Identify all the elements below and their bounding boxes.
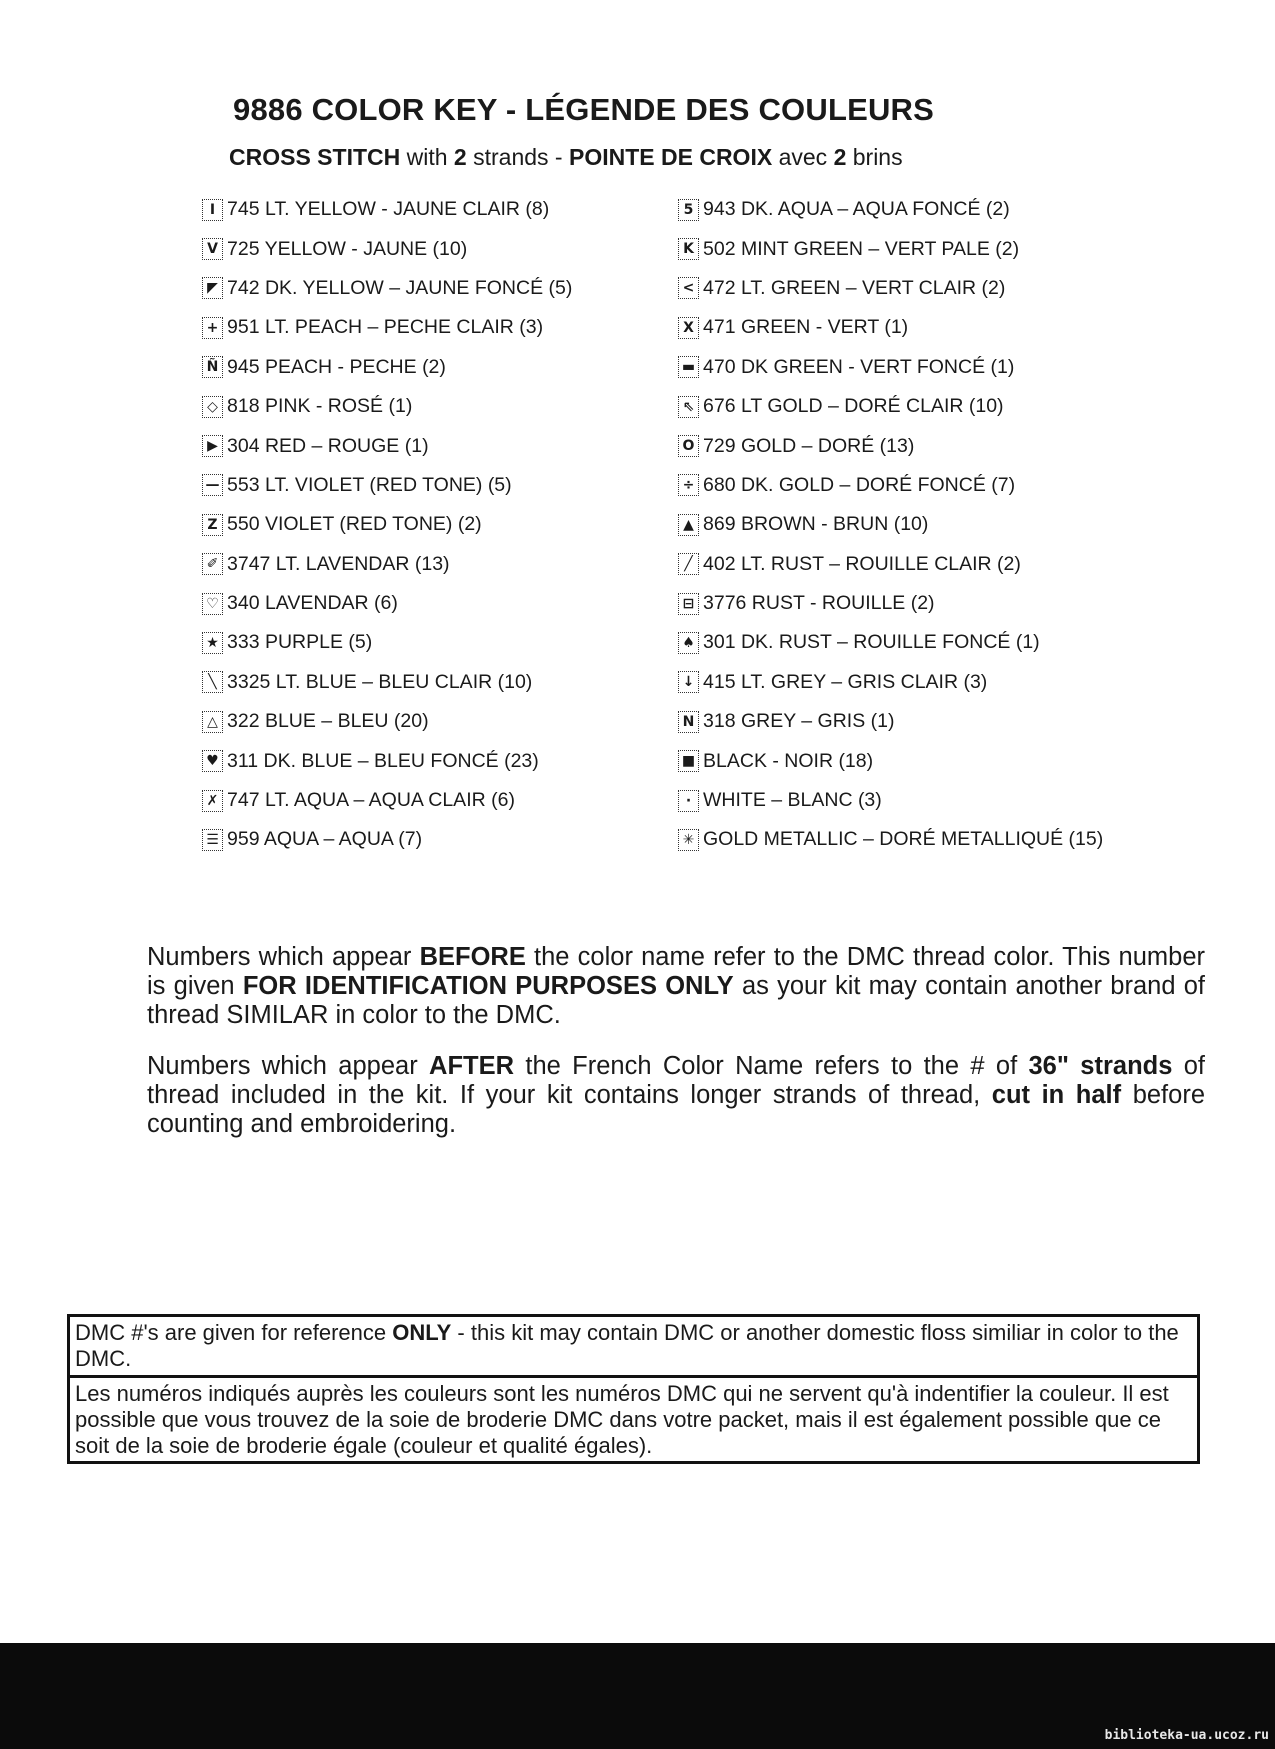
- color-key-item: [678, 781, 1103, 820]
- color-key-item: [202, 781, 572, 820]
- stitch-symbol-icon: ✗: [202, 790, 223, 812]
- page-title: 9886 COLOR KEY - LÉGENDE DES COULEURS: [233, 92, 935, 127]
- color-key-item: [678, 584, 1103, 623]
- color-key-label: 3325 LT. BLUE – BLEU CLAIR (10): [227, 670, 533, 693]
- color-key-label: 729 GOLD – DORÉ (13): [703, 434, 915, 457]
- color-key-item: [202, 623, 572, 662]
- notice-en-text-2: - this kit may contain DMC or another domestic floss similiar in color to the DMC.: [75, 1320, 1179, 1371]
- color-key-item: [678, 663, 1103, 702]
- stitch-symbol-icon: 5: [678, 199, 699, 221]
- color-key-item: [678, 348, 1103, 387]
- stitch-symbol-icon: ★: [202, 632, 223, 654]
- color-key-item: [202, 741, 572, 780]
- color-key-item: [202, 348, 572, 387]
- color-key-label: BLACK - NOIR (18): [703, 749, 874, 772]
- color-key-item: [678, 308, 1103, 347]
- color-key-label: 415 LT. GREY – GRIS CLAIR (3): [703, 670, 988, 693]
- stitch-symbol-icon: ☰: [202, 829, 223, 851]
- color-key-label: 322 BLUE – BLEU (20): [227, 710, 429, 733]
- stitch-symbol-icon: ⇖: [678, 396, 699, 418]
- color-key-item: [678, 505, 1103, 544]
- color-key-label: 470 DK GREEN - VERT FONCÉ (1): [703, 355, 1015, 378]
- para1-before: BEFORE: [419, 943, 526, 971]
- stitch-symbol-icon: △: [202, 711, 223, 733]
- color-key-item: [678, 623, 1103, 662]
- color-key-label: 951 LT. PEACH – PECHE CLAIR (3): [227, 316, 544, 339]
- para2-cut-in-half: cut in half: [991, 1081, 1122, 1109]
- stitch-symbol-icon: X: [678, 317, 699, 339]
- color-key-item: [202, 505, 572, 544]
- subtitle-pointe-de-croix: POINTE DE CROIX: [568, 144, 773, 170]
- color-key-label: 869 BROWN - BRUN (10): [703, 513, 929, 536]
- color-key-item: [202, 426, 572, 465]
- color-key-item: [202, 584, 572, 623]
- para1-identification: FOR IDENTIFICATION PURPOSES ONLY: [242, 972, 734, 1000]
- stitch-symbol-icon: I: [202, 199, 223, 221]
- stitch-symbol-icon: N: [678, 711, 699, 733]
- stitch-symbol-icon: ↓: [678, 671, 699, 693]
- stitch-symbol-icon: <: [678, 277, 699, 299]
- color-key-item: [678, 741, 1103, 780]
- subtitle-cross-stitch: CROSS STITCH: [229, 144, 401, 170]
- color-key-label: GOLD METALLIC – DORÉ METALLIQUÉ (15): [703, 828, 1104, 851]
- color-key-label: 472 LT. GREEN – VERT CLAIR (2): [703, 276, 1006, 299]
- para2-text-4: before counting and embroidering.: [147, 1081, 1205, 1138]
- para2-strands: 36" strands: [1028, 1052, 1173, 1080]
- strand-count-explanation: [147, 1052, 1205, 1139]
- dmc-reference-notice: [67, 1314, 1200, 1464]
- color-key-item: [678, 702, 1103, 741]
- para2-text-2: the French Color Name refers to the # of: [514, 1052, 1029, 1080]
- color-key-label: 502 MINT GREEN – VERT PALE (2): [703, 237, 1020, 260]
- color-key-item: [678, 545, 1103, 584]
- color-key-label: 959 AQUA – AQUA (7): [227, 828, 423, 851]
- color-key-label: 301 DK. RUST – ROUILLE FONCÉ (1): [703, 631, 1040, 654]
- color-key-item: [202, 820, 572, 859]
- stitch-symbol-icon: V: [202, 238, 223, 260]
- stitch-symbol-icon: —: [202, 474, 223, 496]
- color-key-label: 553 LT. VIOLET (RED TONE) (5): [227, 473, 512, 496]
- color-key-label: 943 DK. AQUA – AQUA FONCÉ (2): [703, 198, 1010, 221]
- color-key-label: 333 PURPLE (5): [227, 631, 373, 654]
- color-key-left-column: [202, 190, 572, 860]
- color-key-label: 747 LT. AQUA – AQUA CLAIR (6): [227, 789, 515, 812]
- color-key-item: [678, 820, 1103, 859]
- color-key-item: [202, 545, 572, 584]
- para2-after: AFTER: [429, 1052, 515, 1080]
- stitch-symbol-icon: ✐: [202, 553, 223, 575]
- subtitle-strand-count: 2: [453, 144, 467, 170]
- watermark: biblioteka-ua.ucoz.ru: [1104, 1728, 1269, 1743]
- para2-text-1: Numbers which appear: [147, 1052, 430, 1080]
- color-key-item: [202, 308, 572, 347]
- subtitle-text-2: strands -: [466, 144, 569, 170]
- color-key-item: [678, 190, 1103, 229]
- stitch-symbol-icon: ✳: [678, 829, 699, 851]
- color-key-label: 471 GREEN - VERT (1): [703, 316, 909, 339]
- subtitle-brin-count: 2: [833, 144, 847, 170]
- scan-bottom-bar: [0, 1643, 1275, 1749]
- color-key-label: 745 LT. YELLOW - JAUNE CLAIR (8): [227, 198, 550, 221]
- stitch-symbol-icon: Ñ: [202, 356, 223, 378]
- stitch-symbol-icon: K: [678, 238, 699, 260]
- notice-en-text-1: DMC #'s are given for reference: [75, 1320, 393, 1345]
- color-key-item: [678, 387, 1103, 426]
- color-key-item: [202, 190, 572, 229]
- color-key-label: 945 PEACH - PECHE (2): [227, 355, 446, 378]
- color-key-item: [202, 387, 572, 426]
- color-key-item: [202, 702, 572, 741]
- color-key-label: 304 RED – ROUGE (1): [227, 434, 429, 457]
- stitch-symbol-icon: ⊟: [678, 593, 699, 615]
- subtitle-text-4: brins: [846, 144, 903, 170]
- notice-french: Les numéros indiqués auprès les couleurs sont les numéros DMC qui ne servent qu'à indentifier la couleur. Il est possible que vous trouvez de la soie de broderie DMC dans votre packet, mais il est également possible que ce soit de la soie de broderie égale (couleur et qualité égales).: [75, 1381, 1169, 1458]
- stitch-symbol-icon: O: [678, 435, 699, 457]
- color-key-label: 3776 RUST - ROUILLE (2): [703, 592, 935, 615]
- color-key-item: [678, 426, 1103, 465]
- stitch-symbol-icon: ▬: [678, 356, 699, 378]
- color-key-label: 340 LAVENDAR (6): [227, 592, 398, 615]
- color-key-item: [678, 466, 1103, 505]
- color-key-item: [202, 466, 572, 505]
- color-key-label: 3747 LT. LAVENDAR (13): [227, 552, 450, 575]
- para2-text-3: of thread included in the kit. If your kit contains longer strands of thread,: [147, 1052, 1206, 1109]
- color-key-label: 725 YELLOW - JAUNE (10): [227, 237, 468, 260]
- color-key-item: [678, 269, 1103, 308]
- color-key-item: [202, 663, 572, 702]
- color-key-label: 550 VIOLET (RED TONE) (2): [227, 513, 482, 536]
- notice-en-only: ONLY: [392, 1320, 452, 1345]
- color-key-label: 318 GREY – GRIS (1): [703, 710, 895, 733]
- color-key-label: 402 LT. RUST – ROUILLE CLAIR (2): [703, 552, 1021, 575]
- subtitle-text-3: avec: [772, 144, 834, 170]
- color-key-item: [202, 229, 572, 268]
- color-key-item: [202, 269, 572, 308]
- para1-text-3: as your kit may contain another brand of thread SIMILAR in color to the DMC.: [147, 972, 1206, 1029]
- color-key-label: 742 DK. YELLOW – JAUNE FONCÉ (5): [227, 276, 573, 299]
- stitch-symbol-icon: ·: [678, 790, 699, 812]
- stitch-symbol-icon: ◇: [202, 396, 223, 418]
- dmc-number-explanation: [147, 943, 1205, 1030]
- color-key-label: 818 PINK - ROSÉ (1): [227, 395, 413, 418]
- stitch-symbol-icon: Z: [202, 514, 223, 536]
- stitch-symbol-icon: ÷: [678, 474, 699, 496]
- color-key-right-column: [678, 190, 1103, 860]
- stitch-symbol-icon: +: [202, 317, 223, 339]
- subtitle-text-1: with: [400, 144, 454, 170]
- stitch-symbol-icon: ╲: [202, 671, 223, 693]
- para1-text-2: the color name refer to the DMC thread color. This number is given: [147, 943, 1205, 1000]
- para1-text-1: Numbers which appear: [147, 943, 420, 971]
- stitch-symbol-icon: ■: [678, 750, 699, 772]
- color-key-label: 311 DK. BLUE – BLEU FONCÉ (23): [227, 749, 539, 772]
- color-key-label: WHITE – BLANC (3): [703, 789, 882, 812]
- stitch-symbol-icon: ♠: [678, 632, 699, 654]
- subtitle: [229, 144, 903, 171]
- stitch-symbol-icon: ╱: [678, 553, 699, 575]
- color-key-label: 676 LT GOLD – DORÉ CLAIR (10): [703, 395, 1004, 418]
- stitch-symbol-icon: ▶: [202, 435, 223, 457]
- stitch-symbol-icon: ◤: [202, 277, 223, 299]
- stitch-symbol-icon: ▲: [678, 514, 699, 536]
- stitch-symbol-icon: ♡: [202, 593, 223, 615]
- notice-english: [70, 1317, 1197, 1378]
- color-key-label: 680 DK. GOLD – DORÉ FONCÉ (7): [703, 473, 1016, 496]
- stitch-symbol-icon: ♥: [202, 750, 223, 772]
- color-key-item: [678, 229, 1103, 268]
